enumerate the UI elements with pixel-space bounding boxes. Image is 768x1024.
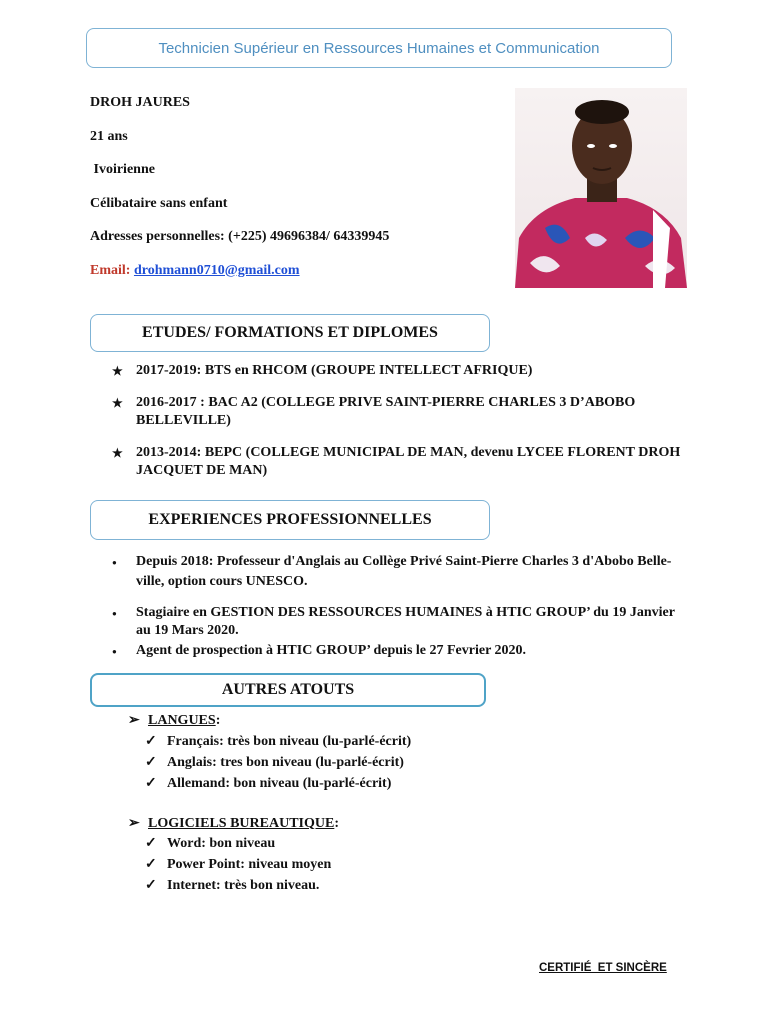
list-item [145, 733, 411, 754]
list-item [112, 642, 682, 660]
experience-list [112, 552, 682, 660]
nationality: Ivoirienne [90, 162, 155, 177]
list-item [112, 552, 682, 592]
experience-text: Agent de prospection à HTIC GROUP’ depuis le 27 Fevrier 2020. [136, 643, 527, 658]
arrow-icon: ➢ [128, 713, 140, 728]
email-row [90, 262, 389, 296]
languages-label: LANGUES [148, 713, 216, 728]
education-text: 2016-2017 : BAC A2 (COLLEGE PRIVE SAINT-PIERRE CHARLES 3 D’ABOBO BELLEVILLE) [136, 395, 636, 428]
languages-list [145, 733, 411, 796]
email-link[interactable]: drohmann0710@gmail.com [133, 262, 300, 278]
software-label: LOGICIELS BUREAUTIQUE [148, 816, 335, 831]
education-text: 2017-2019: BTS en RHCOM (GROUPE INTELLECT AFRIQUE) [136, 363, 533, 378]
section-assets-header: AUTRES ATOUTS [90, 673, 486, 707]
list-item [112, 604, 682, 640]
experience-text: Stagiaire en GESTION DES RESSOURCES HUMAINES à HTIC GROUP’ du 19 Janvier au 19 Mars 2020. [136, 605, 675, 638]
cv-title: Technicien Supérieur en Ressources Humaines et Communication [86, 28, 672, 68]
bullet-dot-icon: ● [112, 609, 117, 618]
languages-heading [128, 712, 220, 729]
languages-colon: : [215, 713, 221, 728]
list-item [145, 877, 331, 898]
profile-photo [515, 88, 687, 288]
star-icon: ★ [112, 446, 123, 460]
software-heading [128, 815, 339, 832]
list-item [145, 856, 331, 877]
list-item [112, 362, 682, 380]
arrow-icon: ➢ [128, 816, 140, 831]
software-text: Power Point: niveau moyen [167, 857, 332, 872]
section-experience-header: EXPERIENCES PROFESSIONNELLES [90, 500, 490, 540]
check-icon: ✓ [145, 734, 157, 749]
portrait-illustration [515, 88, 687, 288]
email-sep: : [125, 262, 134, 278]
star-icon: ★ [112, 396, 123, 410]
software-text: Internet: très bon niveau. [167, 878, 320, 893]
star-icon: ★ [112, 364, 123, 378]
software-colon: : [334, 816, 339, 831]
language-text: Français: très bon niveau (lu-parlé-écrit) [167, 734, 412, 749]
marital-status: Célibataire sans enfant [90, 195, 228, 211]
age: 21 ans [90, 128, 128, 144]
language-text: Anglais: tres bon niveau (lu-parlé-écrit) [167, 755, 404, 770]
email-label: Email [90, 262, 126, 278]
personal-info [90, 94, 389, 295]
list-item [145, 835, 331, 856]
check-icon: ✓ [145, 776, 157, 791]
language-text: Allemand: bon niveau (lu-parlé-écrit) [167, 776, 392, 791]
check-icon: ✓ [145, 878, 157, 893]
name: DROH JAURES [90, 95, 190, 110]
software-text: Word: bon niveau [167, 836, 276, 851]
certification-note: CERTIFIÉ ET SINCÈRE [539, 962, 667, 974]
list-item [145, 754, 411, 775]
education-text: 2013-2014: BEPC (COLLEGE MUNICIPAL DE MAN, devenu LYCEE FLORENT DROH JACQUET DE MAN) [136, 445, 681, 478]
list-item [112, 444, 682, 480]
address: Adresses personnelles: (+225) 49696384/ 64339945 [90, 229, 390, 244]
check-icon: ✓ [145, 836, 157, 851]
list-item [112, 394, 682, 430]
education-list [112, 362, 682, 480]
check-icon: ✓ [145, 857, 157, 872]
software-list [145, 835, 331, 898]
bullet-dot-icon: ● [112, 558, 117, 567]
section-education-header: ETUDES/ FORMATIONS ET DIPLOMES [90, 314, 490, 352]
list-item [145, 775, 411, 796]
bullet-dot-icon: ● [112, 647, 117, 656]
check-icon: ✓ [145, 755, 157, 770]
experience-text: Depuis 2018: Professeur d'Anglais au Collège Privé Saint-Pierre Charles 3 d'Abobo Belle-ville, option cours UNESCO. [136, 554, 672, 589]
